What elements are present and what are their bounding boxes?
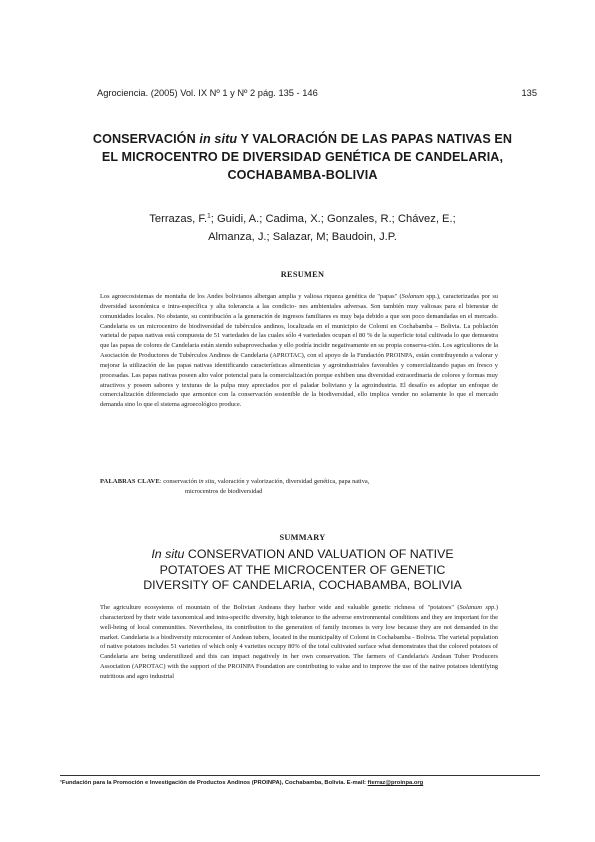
english-title-line3: DIVERSITY OF CANDELARIA, COCHABAMBA, BOLIVIA — [143, 578, 462, 592]
footnote — [60, 780, 540, 786]
resumen-italic: Solanum — [401, 293, 425, 300]
running-header — [97, 88, 537, 102]
paper-title — [60, 130, 545, 184]
english-title-italic: In situ — [151, 547, 185, 561]
page-number: 135 — [521, 88, 537, 98]
resumen-text-3: nes ambientales adversas. Son también muy valiosas para el bienestar de comunidades locales. No obstante, su contribución a la generación de ingresos familiares es muy baja debido a que son poco demandadas en el mercado. Candelaria es un microcentro de biodiversidad de tubérculos andinos, localizada en el municipio de Colomi en Cochabamba – Bolivia. La población varietal de papas nativas está compuesta de 51 variedades de las cuales sólo 4 variedades ocupan el 80 % de la superficie total cultivada lo que demuestra que las papas de colores de Candelaria están siendo subaprovechadas y ello podría incidir negativamente en su propia conserva-ción. Los agricultores de la Asociación de Productores de Tubérculos Andinos de Candelaria (APROTAC), con el apoyo de la Fundación PROINPA, están contribuyendo a valorar y mejorar la utilización de las papas nativas identificando características alimenticias y agroindustriales favorables y comercializando papas en fresco y procesadas. Las papas nativas poseen alto valor potencial para la comercialización porque exhiben una diversidad extraordinaria de colores y formas muy atractivos y poseen sabores y texturas de la pulpa muy apreciados por el paladar boliviano y la agroindustria. El desafío es adoptar un enfoque de comercialización diferenciado que armonice con la conservación sostenible de la biodiversidad, ello implica vender no solamente lo que el mercado demanda sino lo que el sistema agroecológico produce. — [100, 302, 498, 409]
summary-text-1: The agriculture ecosystems of mountain of the Bolivian Andeans they harbor wide and valuable genetic richness of "potatoes" ( — [100, 604, 460, 611]
title-line2: EL MICROCENTRO DE DIVERSIDAD GENÉTICA DE CANDELARIA, — [101, 150, 504, 164]
author-first: Terrazas, F. — [149, 213, 208, 225]
footnote-marker: 1 — [207, 212, 211, 220]
resumen-body: Los agroecosistemas de montaña de los Andes bolivianos albergan amplia y valiosa riqueza genética de "papas" (Solanum spp.), caracterizadas por su diversidad taxonómica e intra-específica y alta tolerancia a las condicio- nes ambientales adversas. Son también muy valiosas para el bienestar de comunidades locales. No obstante, su contribución a la generación de ingresos familiares es muy baja debido a que son poco demandadas en el mercado. Candelaria es un microcentro de biodiversidad de tubérculos andinos, localizada en el municipio de Colomi en Cochabamba – Bolivia. La población varietal de papas nativas está compuesta de 51 variedades de las cuales sólo 4 variedades ocupan el 80 % de la superficie total cultivada lo que demuestra que las papas de colores de Candelaria están siendo subaprovechadas y ello podría incidir negativamente en su propia conserva-ción. Los agricultores de la Asociación de Productores de Tubérculos Andinos de Candelaria (APROTAC), con el apoyo de la Fundación PROINPA, están contribuyendo a valorar y mejorar la utilización de las papas nativas identificando características alimenticias y agroindustriales favorables y comercializando papas en fresco y procesadas. Las papas nativas poseen alto valor potencial para la comercialización porque exhiben una diversidad extraordinaria de colores y formas muy atractivos y poseen sabores y texturas de la pulpa muy apreciados por el paladar boliviano y la agroindustria. El desafío es adoptar un enfoque de comercialización diferenciado que armonice con la conservación sostenible de la biodiversidad, ello implica vender no solamente lo que el mercado demanda sino lo que el sistema agroecológico produce. — [100, 293, 498, 409]
resumen-heading: RESUMEN — [280, 270, 325, 279]
resumen-text-2: spp.), caracterizadas por su diversidad taxonómica e intra-específica y alta tolerancia a las condicio- — [100, 293, 498, 310]
title-part1: CONSERVACIÓN — [92, 132, 200, 146]
authors-line2: Almanza, J.; Salazar, M; Baudoin, J.P. — [208, 231, 397, 243]
summary-text-2: ) characterized by their wide taxonomical and intra-specific diversity, high tolerance to the adverse environmental conditions and they are important for the well-being of local communities. Nevertheless, its contribution to the generation of family incomes is very low because they are not demanded in the market. Candelaria is a biodiversity microcenter of Andean tubers, located in the municipality of Colomi in Cochabamba - Bolivia. The varietal population of native potatoes includes 51 varieties of which only 4 varieties occupy 80% of the total cultivated surface what demonstrates that the colored potatoes of Candelaria are being underutilized and this can impact negatively in her own conservation. The farmers of Candelaria's Andean Tuber Producers Association (APROTAC) with the support of the PROINPA Foundation are contributing to value and to improve the use of the native potatoes identifying nutritious and agro industrial — [100, 604, 498, 680]
footnote-text: ¹Fundación para la Promoción e Investigación de Productos Andinos (PROINPA), Cochabamba, Bolivia. E-mail: — [60, 780, 368, 786]
title-italic: in situ — [199, 132, 238, 146]
footnote-email-link[interactable]: fterraz@proinpa.org — [367, 780, 424, 786]
summary-heading: SUMMARY — [279, 533, 326, 542]
english-title — [60, 547, 545, 594]
author-list — [60, 210, 545, 246]
footnote-divider — [60, 775, 540, 776]
summary-italic: Solanum spp. — [459, 604, 496, 611]
english-title-line1: CONSERVATION AND VALUATION OF NATIVE — [184, 547, 454, 561]
keywords-text-1: : conservación — [159, 478, 199, 485]
keywords-italic: in situ — [198, 478, 215, 485]
resumen-text-1: Los agroecosistemas de montaña de los Andes bolivianos albergan amplia y valiosa riqueza genética de "papas" — [100, 293, 398, 300]
journal-citation: Agrociencia. (2005) Vol. IX Nº 1 y Nº 2 pág. 135 - 146 — [97, 88, 318, 98]
english-title-line2: POTATOES AT THE MICROCENTER OF GENETIC — [159, 562, 446, 577]
title-line3: COCHABAMBA-BOLIVIA — [227, 168, 378, 182]
keywords — [100, 477, 498, 496]
keywords-label: PALABRAS CLAVE — [100, 478, 160, 485]
authors-line1: ; Guidi, A.; Cadima, X.; Gonzales, R.; Chávez, E.; — [210, 213, 456, 225]
keywords-text-2: , valoración y valorización, diversidad genética, papa nativa, — [214, 478, 370, 485]
title-part2: Y VALORACIÓN DE LAS PAPAS NATIVAS EN — [237, 132, 513, 146]
summary-body — [100, 603, 498, 682]
keywords-line2: microcentros de biodiversidad — [185, 487, 263, 495]
